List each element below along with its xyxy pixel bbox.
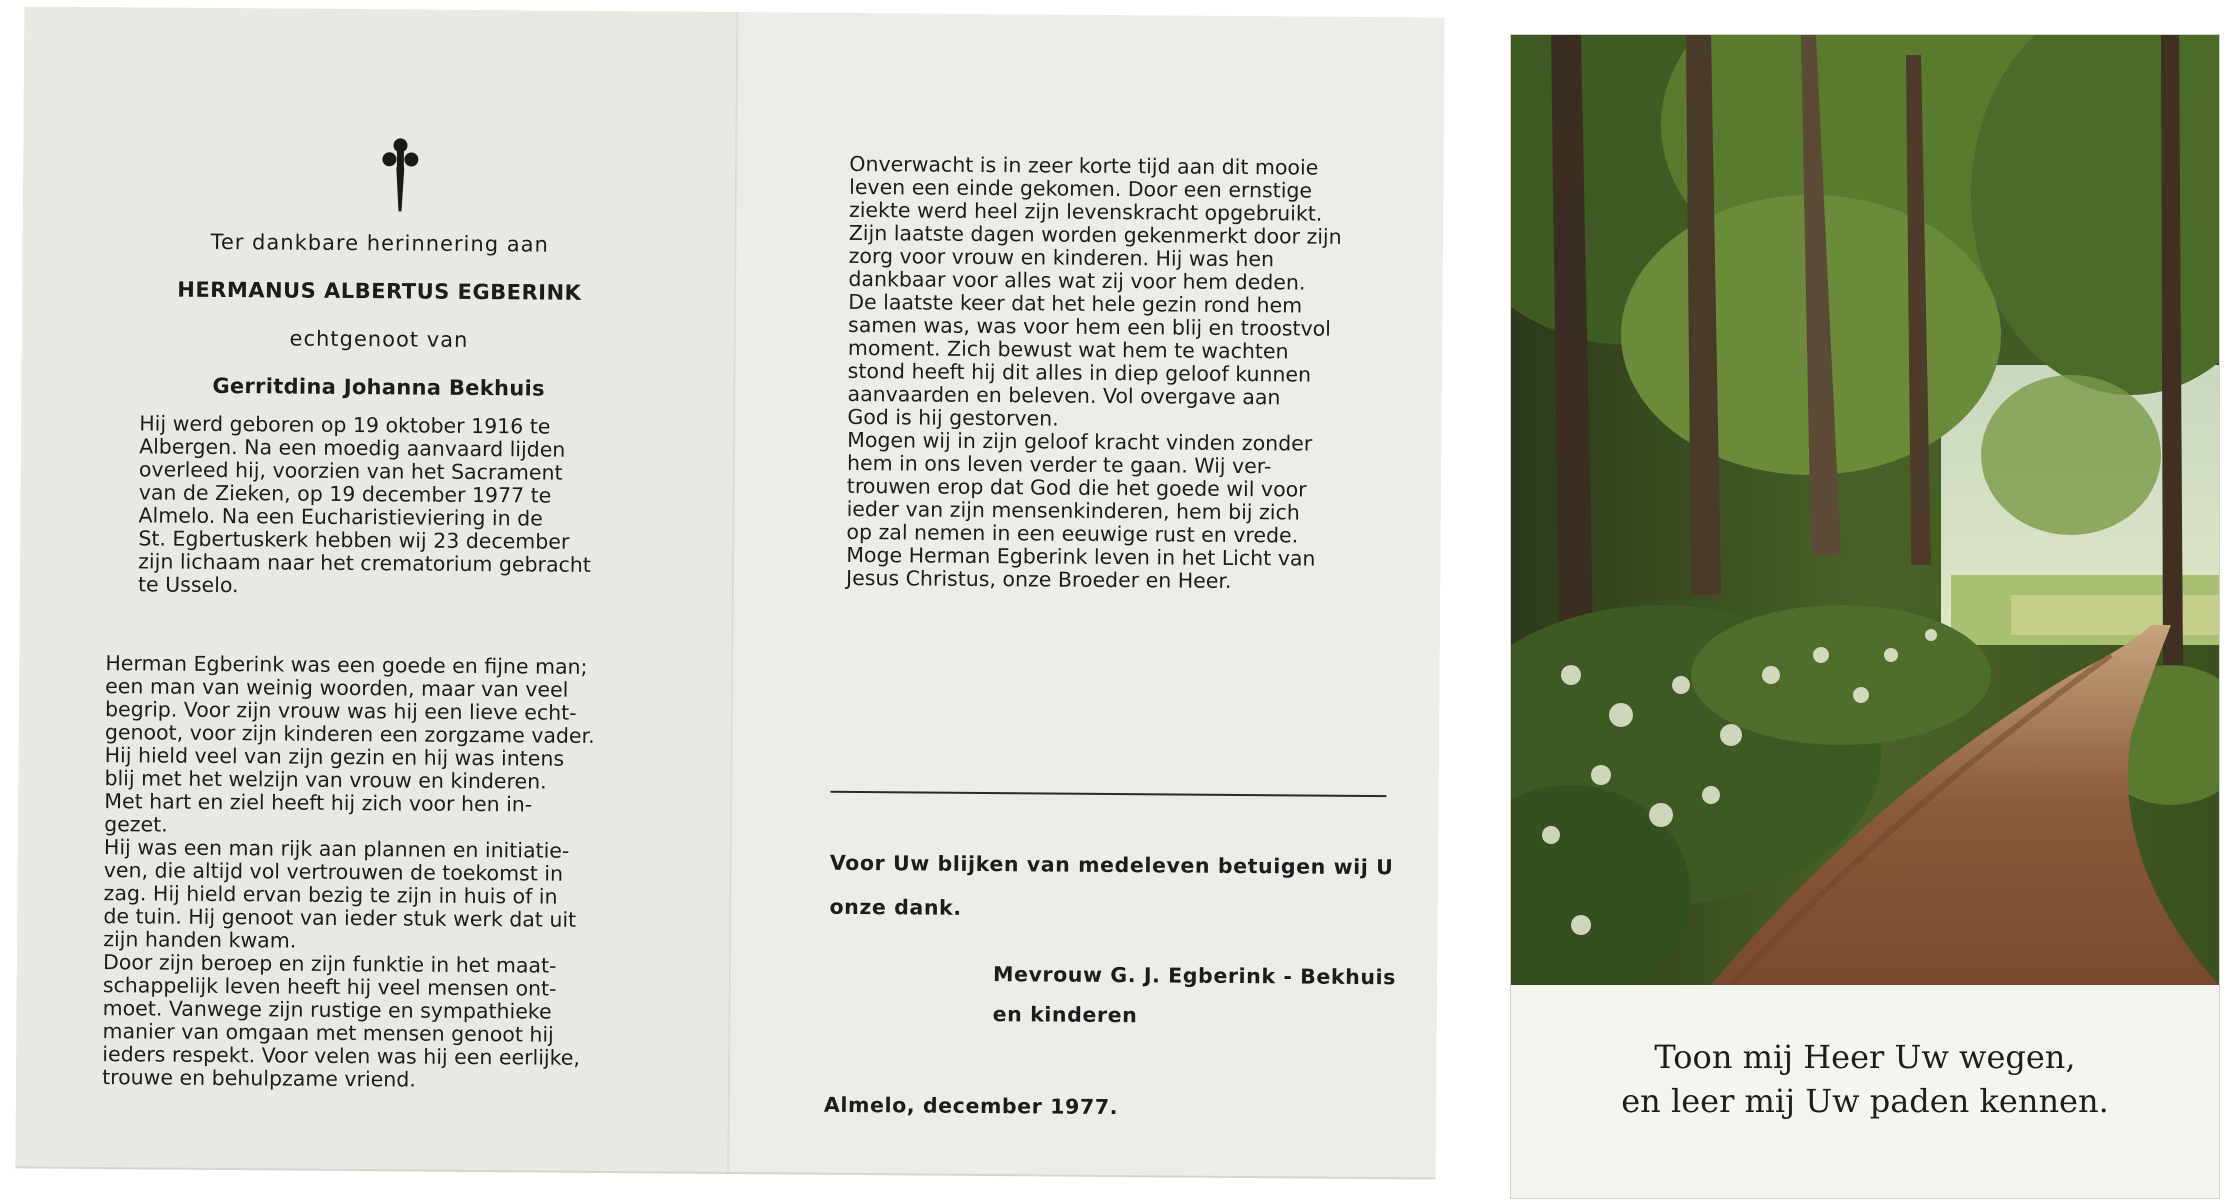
text-line: Jesus Christus, onze Broeder en Heer. (846, 565, 1232, 593)
text-line: ieder van zijn mensenkinderen, hem bij zich (846, 496, 1300, 525)
text-line: Door zijn beroep en zijn funktie in het maat- (102, 950, 557, 978)
text-line: een man van weinig woorden, maar van veel (105, 674, 569, 702)
text-line: blij met het welzijn van vrouw en kinderen. (104, 766, 547, 794)
text-line: hem in ons leven verder te gaan. Wij ver- (846, 450, 1272, 479)
text-line: Albergen. Na een moedig aanvaard lijden (139, 434, 566, 462)
text-line: trouwe en behulpzame vriend. (102, 1065, 416, 1092)
text-line: Hij hield veel van zijn gezin en hij was intens (104, 743, 565, 771)
text-line: schappelijk leven heeft hij veel mensen ont- (102, 973, 557, 1001)
deceased-name: HERMANUS ALBERTUS EGBERINK (177, 277, 582, 305)
text-line: zag. Hij hield ervan bezig te zijn in huis of in (103, 881, 558, 909)
text-line: leven een einde gekomen. Door een ernstige (849, 174, 1313, 203)
picture-card (1510, 34, 2220, 1199)
text-line: zorg voor vrouw en kinderen. Hij was hen (848, 243, 1275, 272)
signature-children: en kinderen (992, 1002, 1138, 1028)
spouse-name: Gerritdina Johanna Bekhuis (212, 373, 545, 401)
text-line: stond heeft hij dit alles in diep geloof kunnen (847, 358, 1312, 387)
thanks-text: Voor Uw blijken van medeleven betuigen wij U onze dank. (829, 850, 1394, 920)
text-line: Zijn laatste dagen worden gekenmerkt door zijn (848, 220, 1342, 249)
signature-name: Mevrouw G. J. Egberink - Bekhuis (992, 962, 1397, 990)
text-line: De laatste keer dat het hele gezin rond hem (848, 289, 1303, 318)
text-line: Mogen wij in zijn geloof kracht vinden zonder (847, 427, 1313, 456)
spouse-label: echtgenoot van (289, 326, 469, 352)
text-line: samen was, was voor hem een blij en troostvol (848, 312, 1331, 341)
text-line: Almelo. Na een Eucharistieviering in de (138, 503, 543, 531)
reflection-paragraph (846, 153, 1409, 594)
text-line: ieders respekt. Voor velen was hij een eerlijke, (102, 1042, 581, 1070)
text-line: gezet. (104, 812, 168, 837)
text-line: de tuin. Hij genoot van ieder stuk werk dat uit (103, 904, 577, 932)
verse-line: en leer mij Uw paden kennen. (1621, 1082, 2109, 1120)
text-line: Onverwacht is in zeer korte tijd aan dit mooie (849, 151, 1319, 180)
text-line: trouwen erop dat God die het goede wil voor (846, 473, 1307, 502)
memorial-card (15, 6, 1444, 1177)
text-line: begrip. Voor zijn vrouw was hij een lieve echt- (104, 697, 577, 725)
text-line: St. Egbertuskerk hebben wij 23 december (138, 526, 570, 554)
text-line: ziekte werd heel zijn levenskracht opgebruikt. (848, 197, 1323, 226)
text-line: moment. Zich bewust wat hem te wachten (847, 335, 1289, 364)
text-line: overleed hij, voorzien van het Sacrament (138, 457, 563, 485)
text-line: ven, die altijd vol vertrouwen de toekomst in (103, 858, 564, 886)
text-line: Hij werd geboren op 19 oktober 1916 te (139, 411, 551, 439)
text-line: op zal nemen in een eeuwige rust en vrede. (846, 519, 1299, 548)
character-paragraph (102, 652, 675, 1093)
text-line: zijn lichaam naar het crematorium gebracht (138, 549, 591, 577)
verse-line: Toon mij Heer Uw wegen, (1654, 1038, 2076, 1076)
biography-paragraph (138, 412, 669, 600)
text-line: Herman Egberink was een goede en fijne man; (105, 651, 588, 679)
text-line: Hij was een man rijk aan plannen en initiatie- (103, 835, 570, 863)
text-line: moet. Vanwege zijn rustige en sympathieke (102, 996, 552, 1024)
text-line: genoot, voor zijn kinderen een zorgzame vader. (104, 720, 595, 748)
cross-icon (381, 137, 420, 213)
place-date: Almelo, december 1977. (823, 1092, 1119, 1120)
text-line: dankbaar voor alles wat zij voor hem deden. (848, 266, 1306, 295)
text-line: te Usselo. (137, 572, 239, 598)
text-line: Met hart en ziel heeft hij zich voor hen in- (104, 789, 533, 817)
text-line: aanvaarden en beleven. Vol overgave aan (847, 381, 1281, 410)
text-line: God is hij gestorven. (847, 404, 1059, 431)
text-line: Moge Herman Egberink leven in het Licht van (846, 542, 1316, 571)
forest-path-photo (1511, 35, 2219, 985)
card-left-panel (15, 6, 738, 1172)
text-line: manier van omgaan met mensen genoot hij (102, 1019, 554, 1047)
scripture-verse (1511, 1035, 2219, 1123)
text-line: zijn handen kwam. (103, 927, 297, 953)
intro-text: Ter dankbare herinnering aan (210, 229, 549, 257)
text-line: van de Zieken, op 19 december 1977 te (138, 480, 552, 508)
